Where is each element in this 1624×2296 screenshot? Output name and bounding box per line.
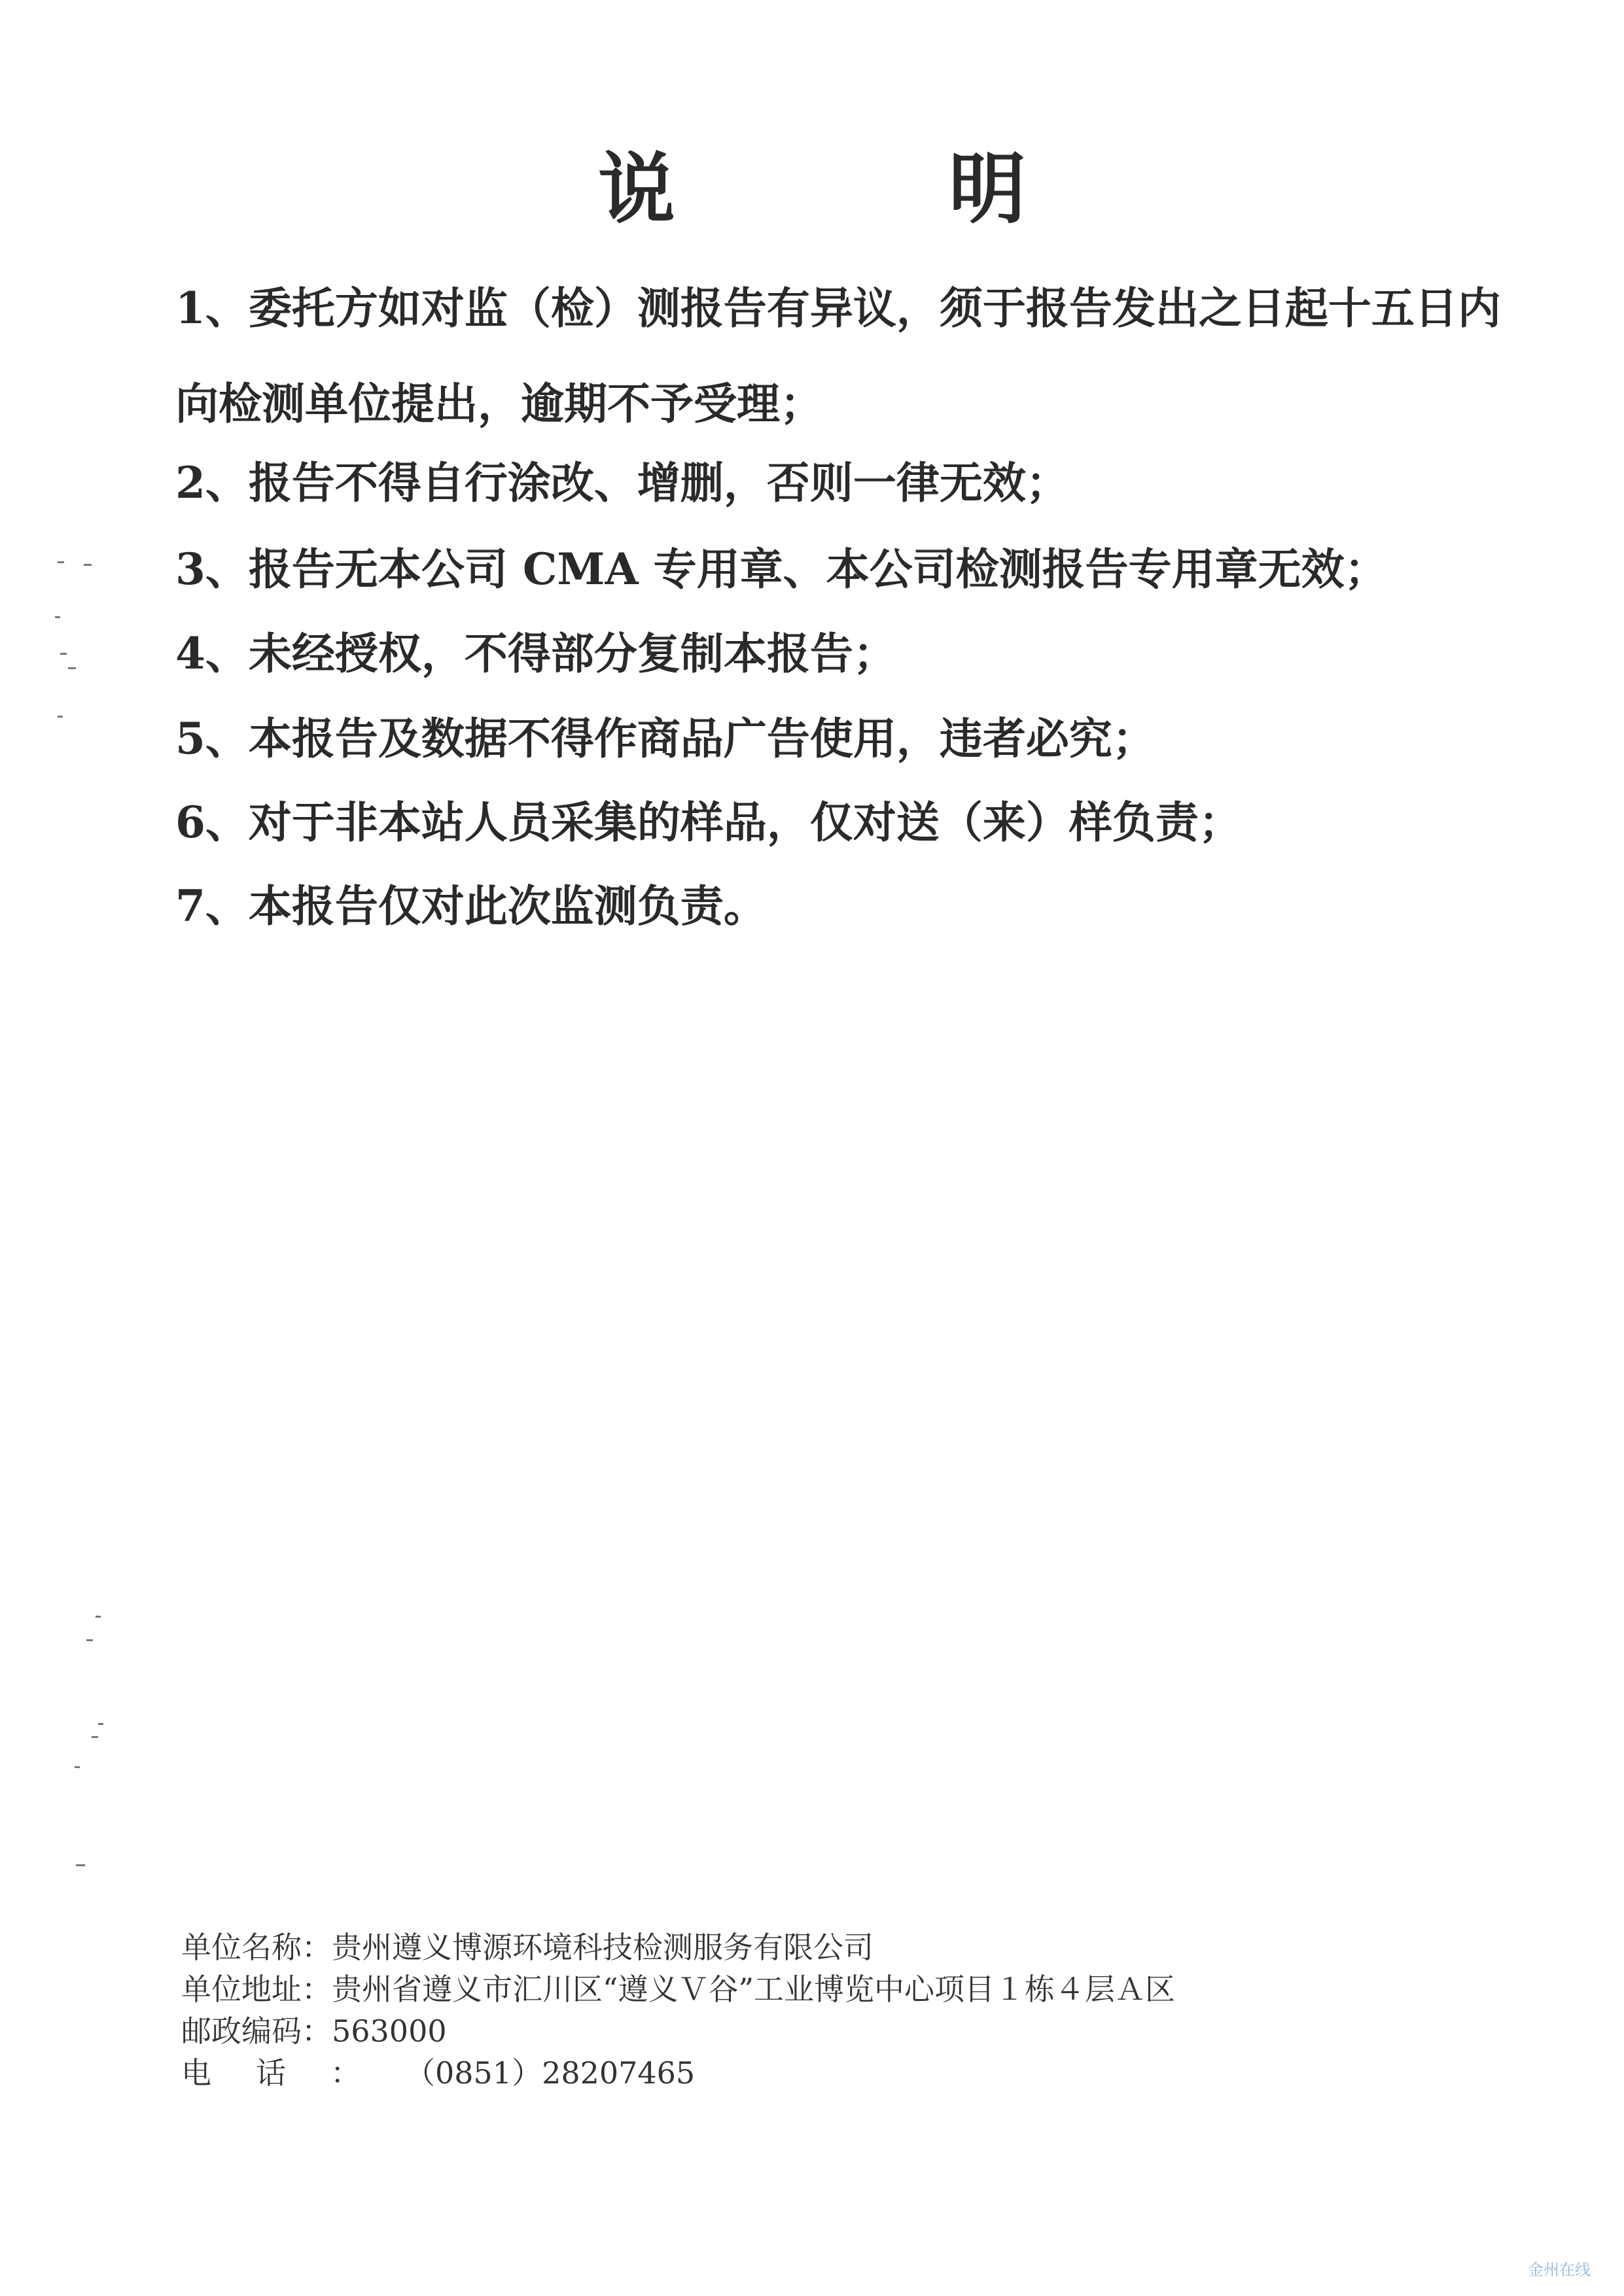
address-row (181, 1968, 1175, 2010)
address-value: 贵州省遵义市汇川区“遵义Ｖ谷”工业博览中心项目１栋４层Ａ区 (332, 1972, 1176, 2007)
phone-label: 电话： (181, 2055, 405, 2091)
page-title: 说 明 (597, 143, 1124, 234)
contact-info (181, 1926, 1175, 2094)
note-item-3: 3、报告无本公司 CMA 专用章、本公司检测报告专用章无效； (175, 544, 1388, 595)
postcode-row (181, 2010, 1175, 2052)
note-item-7: 7、本报告仅对此次监测负责。 (175, 880, 767, 931)
unit-name-label: 单位名称： (181, 1930, 332, 1965)
note-item-4: 4、未经授权，不得部分复制本报告； (175, 628, 896, 679)
note-item-6: 6、对于非本站人员采集的样品，仅对送（来）样负责； (175, 797, 1242, 848)
note-item-2: 2、报告不得自行涂改、增删，否则一律无效； (175, 457, 1069, 508)
note-item-5: 5、本报告及数据不得作商品广告使用，违者必究； (175, 713, 1156, 764)
address-label: 单位地址： (181, 1972, 332, 2007)
phone-row (181, 2052, 1175, 2094)
postcode-label: 邮政编码： (181, 2013, 332, 2049)
note-item-1: 1、委托方如对监（检）测报告有异议，须于报告发出之日起十五日内向检测单位提出，逾期不予受理； (175, 283, 1501, 429)
watermark-logo: 金州在线 (1528, 2261, 1591, 2279)
unit-name-value: 贵州遵义博源环境科技检测服务有限公司 (332, 1930, 874, 1965)
unit-name-row (181, 1926, 1175, 1968)
postcode-value: 563000 (332, 2013, 447, 2049)
phone-value: （0851）28207465 (405, 2055, 696, 2091)
